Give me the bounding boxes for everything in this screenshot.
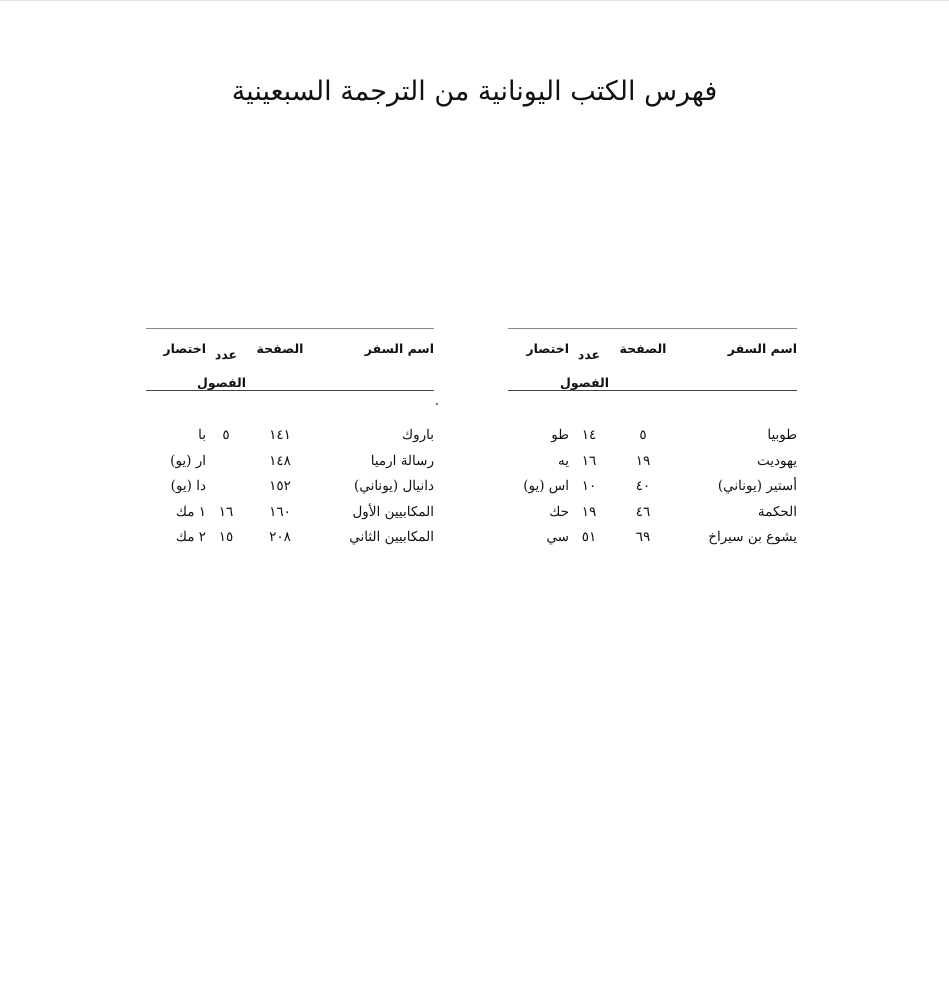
header-chapter-count-line2: الفصول xyxy=(560,375,609,390)
table-row xyxy=(146,476,434,502)
table-row xyxy=(508,425,797,451)
book-abbreviation: ١ مك xyxy=(175,503,206,520)
book-abbreviation: با xyxy=(198,427,206,443)
book-name: رسالة ارميا xyxy=(370,452,434,469)
book-chapter-count: ١٩ xyxy=(581,503,597,520)
book-abbreviation: سي xyxy=(546,529,569,545)
book-name: المكابيين الثاني xyxy=(349,529,434,545)
table-row xyxy=(146,451,434,477)
table-row xyxy=(508,476,797,502)
book-abbreviation: دا (يو) xyxy=(170,478,206,494)
header-abbreviation: اختصار xyxy=(163,341,206,356)
table-header-row xyxy=(508,329,797,390)
table-row xyxy=(508,502,797,528)
table-body xyxy=(146,391,434,553)
book-page: ١٥٢ xyxy=(269,478,291,494)
header-chapter-count-line1: عدد xyxy=(577,347,601,362)
print-speck xyxy=(436,403,438,405)
book-chapter-count: ١٦ xyxy=(581,452,597,469)
book-name: يهوديت xyxy=(757,452,797,469)
header-chapter-count xyxy=(560,341,609,397)
book-page: ٤٦ xyxy=(635,503,651,520)
books-index-table-right xyxy=(508,328,797,553)
book-abbreviation: ار (يو) xyxy=(170,452,206,469)
header-page: الصفحة xyxy=(256,341,304,356)
book-abbreviation: حك xyxy=(549,503,569,520)
book-abbreviation: يه xyxy=(558,452,569,469)
book-abbreviation: اس (يو) xyxy=(523,478,569,494)
book-page: ٢٠٨ xyxy=(269,529,291,545)
header-page: الصفحة xyxy=(619,341,667,356)
book-chapter-count: ١٥ xyxy=(218,529,234,545)
book-abbreviation: ٢ مك xyxy=(175,529,206,545)
book-page: ١٤١ xyxy=(269,427,291,443)
header-chapter-count-line1: عدد xyxy=(214,347,238,362)
header-abbreviation: اختصار xyxy=(526,341,569,356)
table-row xyxy=(146,527,434,553)
book-name: يشوع بن سيراخ xyxy=(708,529,797,545)
header-chapter-count-line2: الفصول xyxy=(197,375,246,390)
book-page: ٤٠ xyxy=(635,478,651,494)
header-chapter-count xyxy=(197,341,246,397)
book-chapter-count: ١٦ xyxy=(218,503,234,520)
book-abbreviation: طو xyxy=(551,427,569,443)
header-book-name: اسم السفر xyxy=(727,341,797,356)
table-row xyxy=(508,451,797,477)
book-page: ٦٩ xyxy=(635,529,651,545)
page-title: فهرس الكتب اليونانية من الترجمة السبعينية xyxy=(231,76,718,107)
table-row xyxy=(146,502,434,528)
book-chapter-count: ١٤ xyxy=(581,427,597,443)
book-name: طوبيا xyxy=(767,427,797,443)
book-name: باروك xyxy=(401,427,434,443)
book-name: المكابيين الأول xyxy=(352,503,434,520)
book-chapter-count: ٥ xyxy=(222,427,230,443)
table-row xyxy=(146,425,434,451)
book-name: دانيال (يوناني) xyxy=(354,478,434,494)
book-name: أستير (يوناني) xyxy=(717,478,797,494)
book-chapter-count: ١٠ xyxy=(581,478,597,494)
book-chapter-count: ٥١ xyxy=(581,529,597,545)
book-page: ١٩ xyxy=(635,452,651,469)
header-book-name: اسم السفر xyxy=(364,341,434,356)
table-header-row xyxy=(146,329,434,390)
table-body xyxy=(508,391,797,553)
book-name: الحكمة xyxy=(757,503,797,520)
book-page: ٥ xyxy=(639,427,647,443)
page-top-border xyxy=(0,0,949,1)
books-index-table-left xyxy=(146,328,434,553)
book-page: ١٦٠ xyxy=(269,503,291,520)
table-row xyxy=(508,527,797,553)
book-page: ١٤٨ xyxy=(269,452,291,469)
